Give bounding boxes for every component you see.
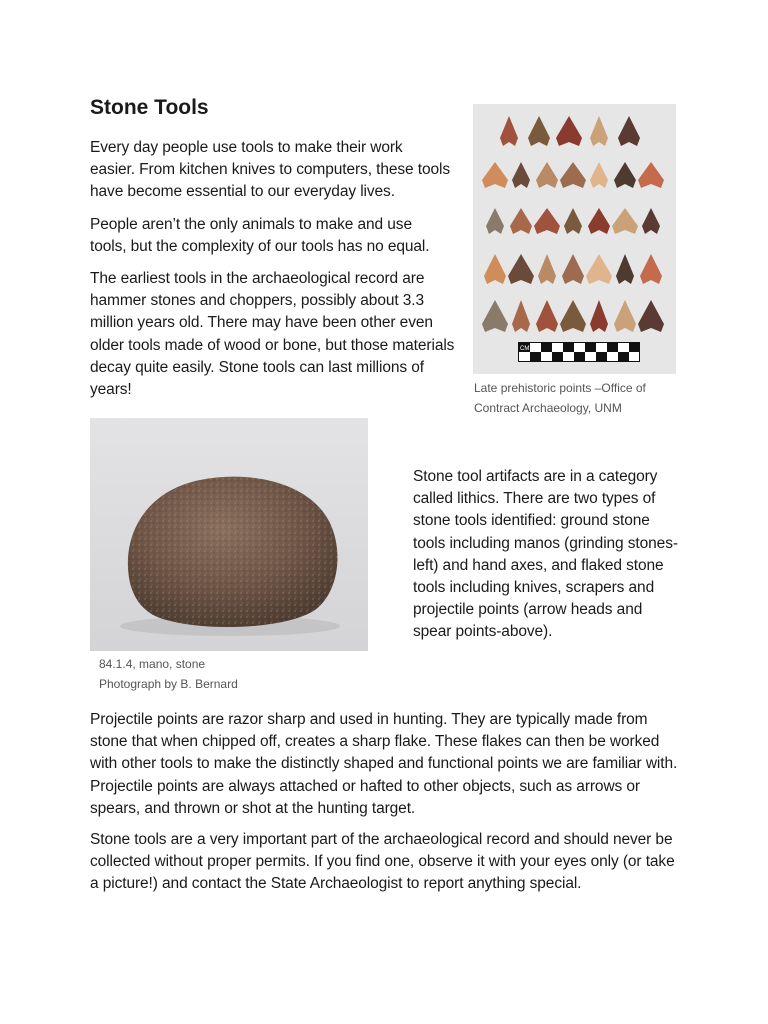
projectile-point-icon — [482, 162, 508, 188]
projectile-point-icon — [614, 162, 636, 188]
projectile-point-icon — [538, 254, 556, 284]
page-title: Stone Tools — [90, 96, 209, 119]
mano-caption-line1: 84.1.4, mano, stone — [99, 657, 206, 671]
projectile-point-icon — [512, 162, 530, 188]
projectile-point-icon — [640, 254, 662, 284]
projectile-point-icon — [638, 300, 664, 332]
projectile-point-icon — [536, 300, 558, 332]
points-caption — [474, 378, 684, 418]
projectile-point-icon — [586, 254, 612, 284]
mano-caption — [99, 654, 349, 694]
projectile-point-icon — [590, 300, 608, 332]
projectile-point-icon — [616, 254, 634, 284]
points-caption-line1: Late prehistoric points –Office of — [474, 381, 646, 395]
projectile-point-icon — [642, 208, 660, 234]
paragraph-lithics: Stone tool artifacts are in a category called lithics. There are two types of stone tools identified: ground stone tools including manos (grinding stones-left) and hand axes, and flaked stone tools including knives, scrapers and projectile points (arrow heads and spear points-above). — [413, 468, 678, 641]
projectile-point-icon — [500, 116, 518, 146]
paragraph-projectile-points: Projectile points are razor sharp and used in hunting. They are typically made from stone that when chipped off, creates a sharp flake. These flakes can then be worked with other tools to make the distinctly shaped and functional points we are familiar with. Projectile points are always attached or hafted to other objects, such as arrows or spears, and thrown or shot at the hunting target. — [90, 711, 678, 817]
projectile-point-icon — [590, 116, 608, 146]
mano-caption-line2: Photograph by B. Bernard — [99, 677, 238, 691]
projectile-point-icon — [482, 300, 508, 332]
projectile-point-icon — [560, 162, 586, 188]
projectile-points-photo — [473, 104, 676, 374]
projectile-point-icon — [590, 162, 608, 188]
projectile-point-icon — [564, 208, 582, 234]
projectile-point-icon — [638, 162, 664, 188]
projectile-point-icon — [618, 116, 640, 146]
projectile-point-icon — [508, 254, 534, 284]
paragraph-animals: People aren’t the only animals to make and use tools, but the complexity of our tools has no equal. — [90, 216, 430, 256]
paragraph-intro: Every day people use tools to make their work easier. From kitchen knives to computers, these tools have become essential to our everyday lives. — [90, 139, 450, 201]
projectile-point-icon — [560, 300, 586, 332]
projectile-point-icon — [556, 116, 582, 146]
projectile-point-icon — [534, 208, 560, 234]
projectile-point-icon — [612, 208, 638, 234]
projectile-point-icon — [614, 300, 636, 332]
projectile-point-icon — [512, 300, 530, 332]
mano-stone-photo — [90, 418, 368, 651]
projectile-point-icon — [510, 208, 532, 234]
projectile-point-icon — [562, 254, 584, 284]
paragraph-permits: Stone tools are a very important part of the archaeological record and should never be collected without proper permits. If you find one, observe it with your eyes only (or take a picture!) and contact the State Archaeologist to report anything special. — [90, 831, 675, 893]
projectile-point-icon — [528, 116, 550, 146]
points-caption-line2: Contract Archaeology, UNM — [474, 401, 622, 415]
scale-bar — [518, 342, 640, 362]
projectile-point-icon — [588, 208, 610, 234]
paragraph-earliest-tools: The earliest tools in the archaeological record are hammer stones and choppers, possibly about 3.3 million years old. There may have been other even older tools made of wood or bone, but those materials decay quite easily. Stone tools can last millions of years! — [90, 270, 455, 399]
scale-label: CM — [520, 346, 530, 352]
projectile-point-icon — [484, 254, 506, 284]
projectile-point-icon — [486, 208, 504, 234]
projectile-point-icon — [536, 162, 558, 188]
